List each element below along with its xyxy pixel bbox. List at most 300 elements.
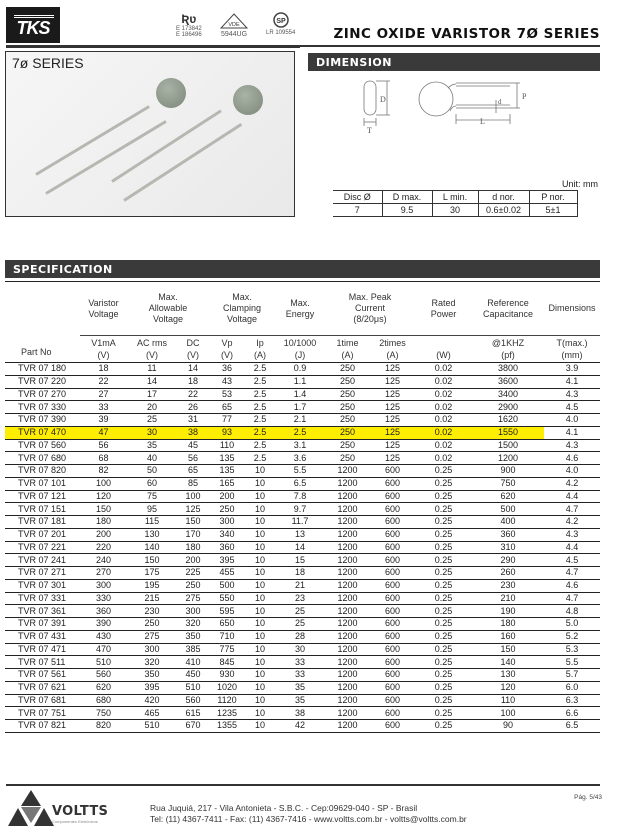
spec-value-cell: 10 — [245, 477, 275, 490]
spec-value-cell: 320 — [177, 618, 209, 631]
dim-col-disc: Disc Ø — [333, 191, 382, 204]
spec-value-cell: 11 — [127, 363, 177, 376]
unit-header: (W) — [436, 350, 451, 361]
company-name: VOLTTS — [52, 804, 109, 819]
spec-value-cell: 6.0 — [544, 681, 600, 694]
spec-value-cell: 360 — [209, 541, 245, 554]
spec-value-cell: 0.25 — [415, 465, 472, 478]
dimension-value-row — [333, 204, 577, 217]
spec-row — [5, 541, 600, 554]
header-rule — [6, 45, 300, 48]
specification-rows — [5, 363, 600, 733]
spec-row — [5, 669, 600, 682]
spec-value-cell: 500 — [472, 503, 544, 516]
spec-row — [5, 388, 600, 401]
spec-value-cell: 250 — [127, 618, 177, 631]
spec-value-cell: 33 — [80, 401, 127, 414]
spec-row — [5, 630, 600, 643]
spec-row — [5, 375, 600, 388]
spec-value-cell: 230 — [127, 605, 177, 618]
dim-value: 5±1 — [529, 204, 577, 217]
spec-value-cell: 0.25 — [415, 618, 472, 631]
spec-value-cell: 0.25 — [415, 681, 472, 694]
spec-value-cell: 10 — [245, 630, 275, 643]
spec-value-cell: 2900 — [472, 401, 544, 414]
part-number-cell: TVR 07 560 — [5, 439, 80, 452]
spec-value-cell: 930 — [209, 669, 245, 682]
spec-value-cell: 0.25 — [415, 630, 472, 643]
spec-value-cell: 395 — [209, 554, 245, 567]
spec-value-cell: 10 — [245, 579, 275, 592]
logo-text: TKS — [16, 17, 50, 38]
spec-value-cell: 250 — [325, 439, 370, 452]
spec-row — [5, 503, 600, 516]
spec-value-cell: 225 — [177, 567, 209, 580]
spec-value-cell: 35 — [275, 681, 325, 694]
part-number-cell: TVR 07 331 — [5, 592, 80, 605]
spec-value-cell: 33 — [275, 669, 325, 682]
spec-value-cell: 180 — [80, 516, 127, 529]
spec-value-cell: 0.25 — [415, 592, 472, 605]
spec-value-cell: 2.5 — [245, 414, 275, 427]
part-no-header: Part No — [21, 347, 52, 357]
spec-value-cell: 125 — [177, 503, 209, 516]
spec-row — [5, 681, 600, 694]
spec-value-cell: 21 — [275, 579, 325, 592]
spec-value-cell: 300 — [209, 516, 245, 529]
document-title: ZINC OXIDE VARISTOR 7Ø SERIES — [333, 26, 600, 42]
spec-value-cell: 0.02 — [415, 388, 472, 401]
spec-value-cell: 140 — [472, 656, 544, 669]
spec-value-cell: 400 — [472, 516, 544, 529]
spec-value-cell: 1200 — [325, 503, 370, 516]
spec-value-cell: 23 — [275, 592, 325, 605]
part-number-cell: TVR 07 681 — [5, 694, 80, 707]
svg-text:D: D — [380, 95, 386, 104]
spec-value-cell: 39 — [80, 414, 127, 427]
part-number-cell: TVR 07 391 — [5, 618, 80, 631]
spec-value-cell: 45 — [177, 439, 209, 452]
spec-value-cell: 30 — [127, 426, 177, 439]
unit-header: (A) — [341, 350, 354, 361]
spec-value-cell: 10 — [245, 618, 275, 631]
spec-row — [5, 490, 600, 503]
specification-table — [5, 281, 600, 733]
spec-value-cell: 10 — [245, 490, 275, 503]
subheader: Vp — [209, 336, 245, 350]
spec-value-cell: 200 — [177, 554, 209, 567]
spec-value-cell: 1120 — [209, 694, 245, 707]
spec-value-cell: 900 — [472, 465, 544, 478]
voltts-logo-icon — [8, 790, 54, 828]
spec-value-cell: 600 — [370, 579, 415, 592]
spec-value-cell: 1200 — [325, 707, 370, 720]
spec-value-cell: 360 — [472, 528, 544, 541]
spec-value-cell: 510 — [127, 720, 177, 733]
spec-value-cell: 7.8 — [275, 490, 325, 503]
title-rule — [300, 45, 600, 47]
spec-value-cell: 600 — [370, 554, 415, 567]
spec-value-cell: 310 — [472, 541, 544, 554]
spec-value-cell: 1.4 — [275, 388, 325, 401]
spec-value-cell: 10 — [245, 592, 275, 605]
spec-value-cell: 510 — [177, 681, 209, 694]
spec-subheader-row — [5, 336, 600, 350]
spec-value-cell: 0.25 — [415, 643, 472, 656]
spec-value-cell: 1200 — [325, 490, 370, 503]
spec-value-cell: 0.02 — [415, 439, 472, 452]
spec-value-cell: 60 — [127, 477, 177, 490]
spec-value-cell: 65 — [177, 465, 209, 478]
spec-value-cell: 1200 — [325, 477, 370, 490]
spec-value-cell: 620 — [472, 490, 544, 503]
spec-value-cell: 6.5 — [275, 477, 325, 490]
spec-row — [5, 605, 600, 618]
spec-value-cell: 82 — [80, 465, 127, 478]
spec-value-cell: 3.9 — [544, 363, 600, 376]
spec-value-cell: 2.5 — [245, 388, 275, 401]
company-subtitle: Componentes Eletrônicos — [52, 819, 98, 824]
spec-value-cell: 200 — [80, 528, 127, 541]
spec-value-cell: 17 — [127, 388, 177, 401]
spec-value-cell: 50 — [127, 465, 177, 478]
spec-value-cell: 115 — [127, 516, 177, 529]
spec-value-cell: 110 — [209, 439, 245, 452]
spec-value-cell: 150 — [127, 554, 177, 567]
svg-text:d: d — [498, 98, 502, 106]
spec-value-cell: 56 — [177, 452, 209, 465]
spec-value-cell: 300 — [177, 605, 209, 618]
spec-value-cell: 1200 — [325, 643, 370, 656]
address-line: Rua Juquiá, 217 - Vila Antonieta - S.B.C. - Cep:09629-040 - SP - Brasil — [150, 803, 418, 813]
spec-value-cell: 750 — [472, 477, 544, 490]
spec-value-cell: 10 — [245, 541, 275, 554]
spec-value-cell: 1200 — [325, 516, 370, 529]
subheader: 10/1000 — [275, 336, 325, 350]
spec-value-cell: 175 — [127, 567, 177, 580]
contact-line: Tel: (11) 4367-7411 - Fax: (11) 4367-7416 - www.voltts.com.br - voltts@voltts.com.br — [150, 814, 467, 824]
dim-col-d-max: D max. — [382, 191, 432, 204]
part-number-cell: TVR 07 151 — [5, 503, 80, 516]
spec-value-cell: 600 — [370, 618, 415, 631]
spec-row — [5, 592, 600, 605]
photo-title: 7ø SERIES — [12, 55, 84, 71]
spec-value-cell: 510 — [80, 656, 127, 669]
part-number-cell: TVR 07 180 — [5, 363, 80, 376]
subheader — [415, 336, 472, 350]
spec-row — [5, 720, 600, 733]
spec-value-cell: 130 — [472, 669, 544, 682]
spec-value-cell: 125 — [370, 375, 415, 388]
spec-value-cell: 4.7 — [544, 567, 600, 580]
spec-value-cell: 0.25 — [415, 669, 472, 682]
spec-value-cell: 4.6 — [544, 452, 600, 465]
spec-value-cell: 600 — [370, 656, 415, 669]
spec-value-cell: 4.0 — [544, 414, 600, 427]
spec-value-cell: 1500 — [472, 439, 544, 452]
spec-value-cell: 25 — [275, 605, 325, 618]
spec-value-cell: 10 — [245, 503, 275, 516]
unit-header: (A) — [386, 350, 399, 361]
spec-row — [5, 656, 600, 669]
ul-number-2: E 186496 — [176, 32, 202, 38]
spec-value-cell: 710 — [209, 630, 245, 643]
spec-value-cell: 3.6 — [275, 452, 325, 465]
spec-value-cell: 250 — [325, 363, 370, 376]
spec-value-cell: 300 — [80, 579, 127, 592]
spec-value-cell: 550 — [209, 592, 245, 605]
unit-header: (pf) — [501, 350, 515, 361]
spec-value-cell: 53 — [209, 388, 245, 401]
spec-value-cell: 600 — [370, 503, 415, 516]
spec-value-cell: 38 — [177, 426, 209, 439]
spec-value-cell: 93 — [209, 426, 245, 439]
spec-units-row — [5, 350, 600, 363]
spec-value-cell: 4.5 — [544, 401, 600, 414]
spec-value-cell: 10 — [245, 605, 275, 618]
spec-row — [5, 477, 600, 490]
spec-value-cell: 5.7 — [544, 669, 600, 682]
vde-icon — [220, 13, 248, 29]
spec-value-cell: 250 — [209, 503, 245, 516]
spec-value-cell: 600 — [370, 528, 415, 541]
spec-value-cell: 6.5 — [544, 720, 600, 733]
spec-value-cell: 220 — [80, 541, 127, 554]
spec-value-cell: 14 — [127, 375, 177, 388]
dim-value: 9.5 — [382, 204, 432, 217]
spec-value-cell: 430 — [80, 630, 127, 643]
csa-icon — [273, 12, 289, 28]
spec-row — [5, 452, 600, 465]
spec-value-cell: 14 — [275, 541, 325, 554]
spec-value-cell: 150 — [177, 516, 209, 529]
spec-value-cell: 160 — [472, 630, 544, 643]
spec-value-cell: 1200 — [325, 567, 370, 580]
spec-value-cell: 0.25 — [415, 503, 472, 516]
spec-value-cell: 750 — [80, 707, 127, 720]
spec-value-cell: 10 — [245, 707, 275, 720]
spec-value-cell: 18 — [80, 363, 127, 376]
spec-row — [5, 643, 600, 656]
spec-row — [5, 618, 600, 631]
spec-value-cell: 0.02 — [415, 414, 472, 427]
spec-value-cell: 600 — [370, 465, 415, 478]
spec-value-cell: 385 — [177, 643, 209, 656]
part-number-cell: TVR 07 220 — [5, 375, 80, 388]
spec-row — [5, 414, 600, 427]
spec-value-cell: 65 — [209, 401, 245, 414]
dimension-table — [333, 190, 578, 217]
page-number: Pág. 5/43 — [574, 794, 602, 801]
spec-value-cell: 0.25 — [415, 490, 472, 503]
spec-value-cell: 2.5 — [245, 439, 275, 452]
spec-value-cell: 0.25 — [415, 694, 472, 707]
spec-value-cell: 10 — [245, 720, 275, 733]
spec-value-cell: 1200 — [325, 618, 370, 631]
spec-value-cell: 250 — [325, 426, 370, 439]
spec-value-cell: 125 — [370, 363, 415, 376]
spec-value-cell: 670 — [177, 720, 209, 733]
varistor-disc — [156, 78, 186, 108]
spec-value-cell: 1.1 — [275, 375, 325, 388]
spec-value-cell: 195 — [127, 579, 177, 592]
spec-value-cell: 28 — [275, 630, 325, 643]
spec-value-cell: 0.25 — [415, 516, 472, 529]
spec-value-cell: 5.5 — [544, 656, 600, 669]
logo-stripes — [14, 15, 54, 18]
spec-value-cell: 330 — [80, 592, 127, 605]
spec-value-cell: 0.25 — [415, 579, 472, 592]
spec-value-cell: 595 — [209, 605, 245, 618]
spec-row — [5, 439, 600, 452]
spec-value-cell: 560 — [80, 669, 127, 682]
dim-value: 7 — [333, 204, 382, 217]
spec-value-cell: 250 — [325, 388, 370, 401]
spec-value-cell: 620 — [80, 681, 127, 694]
spec-value-cell: 3600 — [472, 375, 544, 388]
spec-value-cell: 1200 — [325, 630, 370, 643]
vde-certification — [220, 13, 248, 38]
spec-value-cell: 1200 — [325, 681, 370, 694]
spec-value-cell: 465 — [127, 707, 177, 720]
svg-text:T: T — [367, 126, 372, 135]
part-number-cell: TVR 07 471 — [5, 643, 80, 656]
part-number-cell: TVR 07 121 — [5, 490, 80, 503]
spec-value-cell: 47 — [80, 426, 127, 439]
spec-value-cell: 600 — [370, 720, 415, 733]
spec-value-cell: 1200 — [472, 452, 544, 465]
spec-value-cell: 820 — [80, 720, 127, 733]
spec-value-cell: 36 — [209, 363, 245, 376]
spec-value-cell: 0.02 — [415, 426, 472, 439]
spec-value-cell: 1200 — [325, 592, 370, 605]
spec-value-cell: 4.7 — [544, 503, 600, 516]
spec-row — [5, 694, 600, 707]
spec-row — [5, 363, 600, 376]
part-number-cell: TVR 07 181 — [5, 516, 80, 529]
company-address — [150, 803, 467, 825]
spec-value-cell: 450 — [177, 669, 209, 682]
spec-row — [5, 401, 600, 414]
spec-value-cell: 25 — [127, 414, 177, 427]
spec-row — [5, 579, 600, 592]
unit-header: (A) — [254, 350, 266, 361]
spec-value-cell: 395 — [127, 681, 177, 694]
dim-col-d-nor: d nor. — [478, 191, 529, 204]
spec-value-cell: 10 — [245, 554, 275, 567]
dim-col-p-nor: P nor. — [529, 191, 577, 204]
spec-value-cell: 135 — [209, 452, 245, 465]
part-number-cell: TVR 07 221 — [5, 541, 80, 554]
group-header: Max. Allowable Voltage — [148, 292, 188, 324]
spec-value-cell: 1200 — [325, 656, 370, 669]
spec-value-cell: 4.7 — [544, 592, 600, 605]
spec-group-header-row — [5, 282, 600, 336]
group-header: Varistor Voltage — [88, 297, 119, 319]
footer-rule — [6, 784, 600, 786]
part-number-cell: TVR 07 101 — [5, 477, 80, 490]
spec-value-cell: 75 — [127, 490, 177, 503]
spec-value-cell: 600 — [370, 694, 415, 707]
spec-value-cell: 85 — [177, 477, 209, 490]
spec-value-cell: 1200 — [325, 720, 370, 733]
spec-value-cell: 10 — [245, 681, 275, 694]
spec-value-cell: 1020 — [209, 681, 245, 694]
svg-text:L: L — [480, 117, 485, 126]
ul-number-1: E 173842 — [176, 26, 202, 32]
spec-value-cell: 0.25 — [415, 567, 472, 580]
spec-value-cell: 600 — [370, 477, 415, 490]
spec-value-cell: 125 — [370, 426, 415, 439]
spec-value-cell: 10 — [245, 516, 275, 529]
spec-value-cell: 4.2 — [544, 477, 600, 490]
part-number-cell: TVR 07 511 — [5, 656, 80, 669]
svg-text:P: P — [522, 92, 527, 101]
spec-row — [5, 426, 600, 439]
spec-row — [5, 707, 600, 720]
group-header: Rated Power — [430, 297, 457, 319]
subheader: @1KHZ — [472, 336, 544, 350]
spec-value-cell: 120 — [80, 490, 127, 503]
part-number-cell: TVR 07 301 — [5, 579, 80, 592]
spec-value-cell: 250 — [325, 375, 370, 388]
spec-value-cell: 600 — [370, 707, 415, 720]
unit-header: (mm) — [561, 350, 583, 361]
spec-value-cell: 270 — [80, 567, 127, 580]
spec-value-cell: 35 — [127, 439, 177, 452]
spec-value-cell: 260 — [472, 567, 544, 580]
spec-value-cell: 68 — [80, 452, 127, 465]
spec-value-cell: 4.3 — [544, 388, 600, 401]
spec-value-cell: 100 — [472, 707, 544, 720]
spec-value-cell: 600 — [370, 681, 415, 694]
unit-header: (V) — [97, 350, 110, 361]
spec-value-cell: 4.0 — [544, 465, 600, 478]
spec-value-cell: 600 — [370, 643, 415, 656]
tks-logo — [6, 7, 60, 43]
spec-value-cell: 600 — [370, 592, 415, 605]
spec-value-cell: 5.5 — [275, 465, 325, 478]
spec-value-cell: 600 — [370, 516, 415, 529]
dimension-drawing — [360, 78, 560, 148]
part-number-cell: TVR 07 621 — [5, 681, 80, 694]
part-number-cell: TVR 07 751 — [5, 707, 80, 720]
spec-value-cell: 275 — [177, 592, 209, 605]
spec-value-cell: 4.5 — [544, 554, 600, 567]
spec-value-cell: 4.8 — [544, 605, 600, 618]
spec-value-cell: 600 — [370, 490, 415, 503]
spec-value-cell: 275 — [127, 630, 177, 643]
spec-row — [5, 516, 600, 529]
spec-value-cell: 0.9 — [275, 363, 325, 376]
spec-value-cell: 125 — [370, 439, 415, 452]
spec-value-cell: 11.7 — [275, 516, 325, 529]
spec-value-cell: 4.1 — [544, 375, 600, 388]
spec-value-cell: 31 — [177, 414, 209, 427]
dimension-section-header: DIMENSION — [308, 53, 600, 71]
part-number-cell: TVR 07 271 — [5, 567, 80, 580]
spec-value-cell: 0.25 — [415, 656, 472, 669]
subheader: T(max.) — [544, 336, 600, 350]
group-header: Max. Peak Current (8/20μs) — [348, 292, 392, 324]
spec-value-cell: 10 — [245, 465, 275, 478]
spec-value-cell: 18 — [275, 567, 325, 580]
part-number-cell: TVR 07 561 — [5, 669, 80, 682]
spec-value-cell: 250 — [325, 414, 370, 427]
spec-value-cell: 0.25 — [415, 605, 472, 618]
dim-value: 0.6±0.02 — [478, 204, 529, 217]
spec-value-cell: 100 — [177, 490, 209, 503]
